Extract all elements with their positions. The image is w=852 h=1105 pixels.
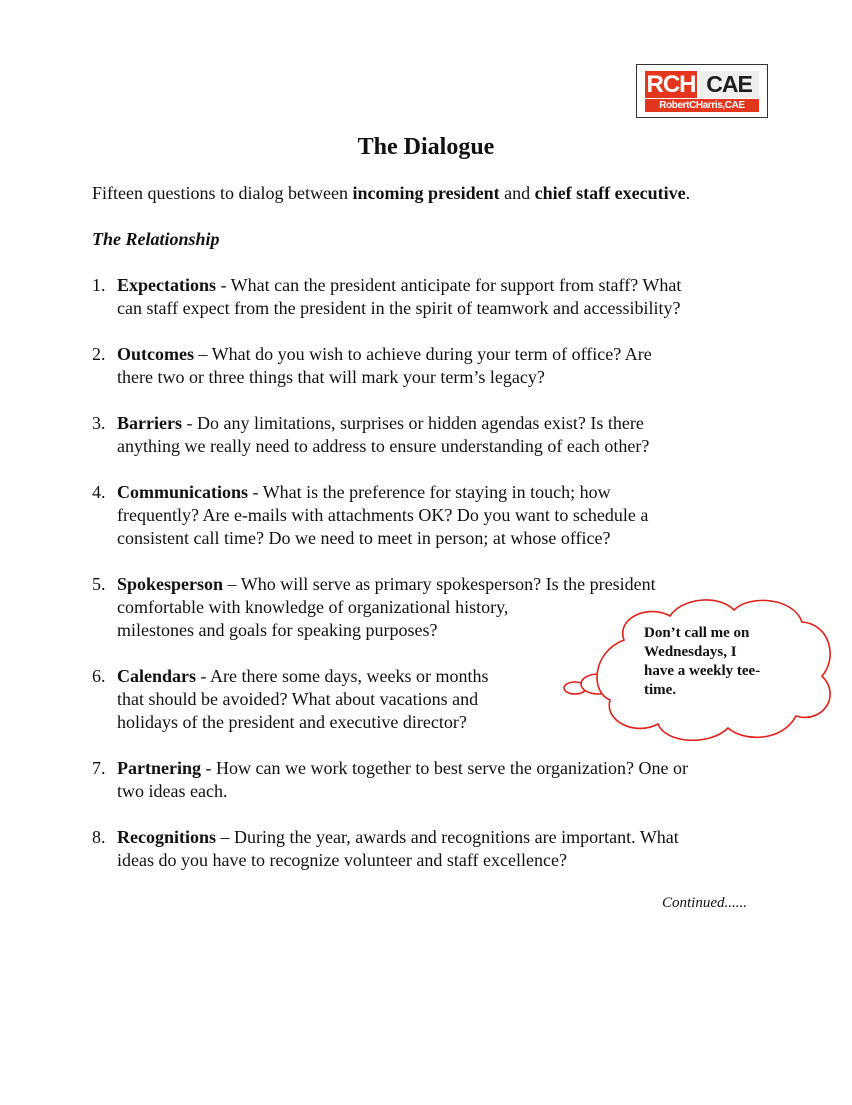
list-item-communications: 4. Communications - What is the preference for staying in touch; how frequently? Are e-mails with attachments OK? Do you want to schedule a consistent call time? Do we need to meet in person; at whose office?	[92, 482, 649, 548]
item-number: 2.	[92, 344, 106, 364]
item-term: Expectations	[117, 275, 216, 295]
continued-note: Continued......	[662, 895, 747, 911]
list-item-partnering: 7. Partnering - How can we work together to best serve the organization? One or two ideas each.	[92, 758, 688, 801]
item-number: 1.	[92, 275, 106, 295]
logo-rch-text: RCH	[646, 71, 696, 98]
item-term: Outcomes	[117, 344, 194, 364]
item-term: Spokesperson	[117, 574, 224, 594]
section-heading: The Relationship	[92, 229, 220, 249]
item-term: Calendars	[117, 666, 197, 686]
list-item-calendars: 6. Calendars - Are there some days, weeks or months that should be avoided? What about vacations and holidays of the president and executive director?	[92, 666, 489, 732]
item-number: 8.	[92, 827, 106, 847]
thought-bubble-text: Don’t call me on Wednesdays, I have a weekly tee- time.	[644, 625, 761, 698]
item-number: 7.	[92, 758, 106, 778]
intro-paragraph: Fifteen questions to dialog between incoming president and chief staff executive.	[92, 183, 691, 203]
logo	[636, 64, 768, 118]
item-number: 6.	[92, 666, 106, 686]
item-number: 3.	[92, 413, 106, 433]
item-term: Recognitions	[117, 827, 216, 847]
list-item-outcomes: 2. Outcomes – What do you wish to achieve during your term of office? Are there two or three things that will mark your term’s legacy?	[92, 344, 652, 387]
page-title: The Dialogue	[357, 134, 495, 160]
list-item-expectations: 1. Expectations - What can the president anticipate for support from staff? What can staff expect from the president in the spirit of teamwork and accessibility?	[92, 275, 682, 318]
logo-name-text: RobertCHarris,CAE	[645, 99, 759, 112]
logo-cae-text: CAE	[699, 71, 759, 98]
item-number: 5.	[92, 574, 106, 594]
item-term: Partnering	[117, 758, 201, 778]
list-item-barriers: 3. Barriers - Do any limitations, surprises or hidden agendas exist? Is there anything we really need to address to ensure understanding of each other?	[92, 413, 650, 456]
list-item-spokesperson: 5. Spokesperson – Who will serve as primary spokesperson? Is the president comfortable with knowledge of organizational history, milestones and goals for speaking purposes?	[92, 574, 656, 640]
list-item-recognitions: 8. Recognitions – During the year, awards and recognitions are important. What ideas do you have to recognize volunteer and staff excellence?	[92, 827, 679, 870]
item-number: 4.	[92, 482, 106, 502]
item-term: Communications	[117, 482, 249, 502]
item-term: Barriers	[117, 413, 182, 433]
